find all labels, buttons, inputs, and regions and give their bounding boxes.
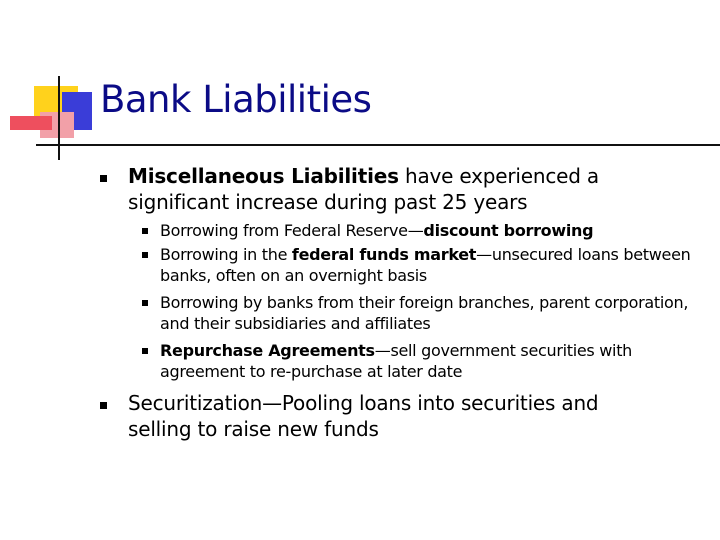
sub-bullet-marker <box>142 228 148 234</box>
sub-bullet-federal-funds <box>160 244 720 286</box>
sub-bullet-discount-borrowing <box>160 220 720 241</box>
sub-bullet-marker <box>142 252 148 258</box>
sub-bullet-marker <box>142 300 148 306</box>
sub-bullet-repurchase-agreements <box>160 340 720 382</box>
title-ornament-red-bar <box>10 116 52 130</box>
title-underline <box>36 144 720 146</box>
sub-bullet-bold: Repurchase Agreements <box>160 341 375 360</box>
slide-title: Bank Liabilities <box>100 78 372 121</box>
sub-bullet-text: Borrowing in the <box>160 245 292 264</box>
sub-bullet-text: Borrowing from Federal Reserve— <box>160 221 424 240</box>
bullet-text: have experienced a significant increase during past 25 years <box>128 164 599 214</box>
sub-bullet-marker <box>142 348 148 354</box>
sub-bullet-foreign-branches <box>160 292 720 334</box>
sub-bullet-text: —sell government securities with agreement to re-purchase at later date <box>160 341 633 381</box>
bullet-misc-liabilities <box>128 163 688 215</box>
bullet-securitization: Securitization—Pooling loans into securities and selling to raise new funds <box>128 391 599 441</box>
title-ornament-vertical-line <box>58 76 60 160</box>
sub-bullet-bold: federal funds market <box>291 245 477 264</box>
sub-bullet-text: —unsecured loans between banks, often on an overnight basis <box>160 245 691 285</box>
bullet-marker <box>100 175 107 182</box>
sub-bullet-text: Borrowing by banks from their foreign branches, parent corporation, and their subsidiaries and affiliates <box>160 293 689 333</box>
bullet-bold: Miscellaneous Liabilities <box>128 164 399 188</box>
bullet-marker <box>100 402 107 409</box>
sub-bullet-bold: discount borrowing <box>423 221 594 240</box>
